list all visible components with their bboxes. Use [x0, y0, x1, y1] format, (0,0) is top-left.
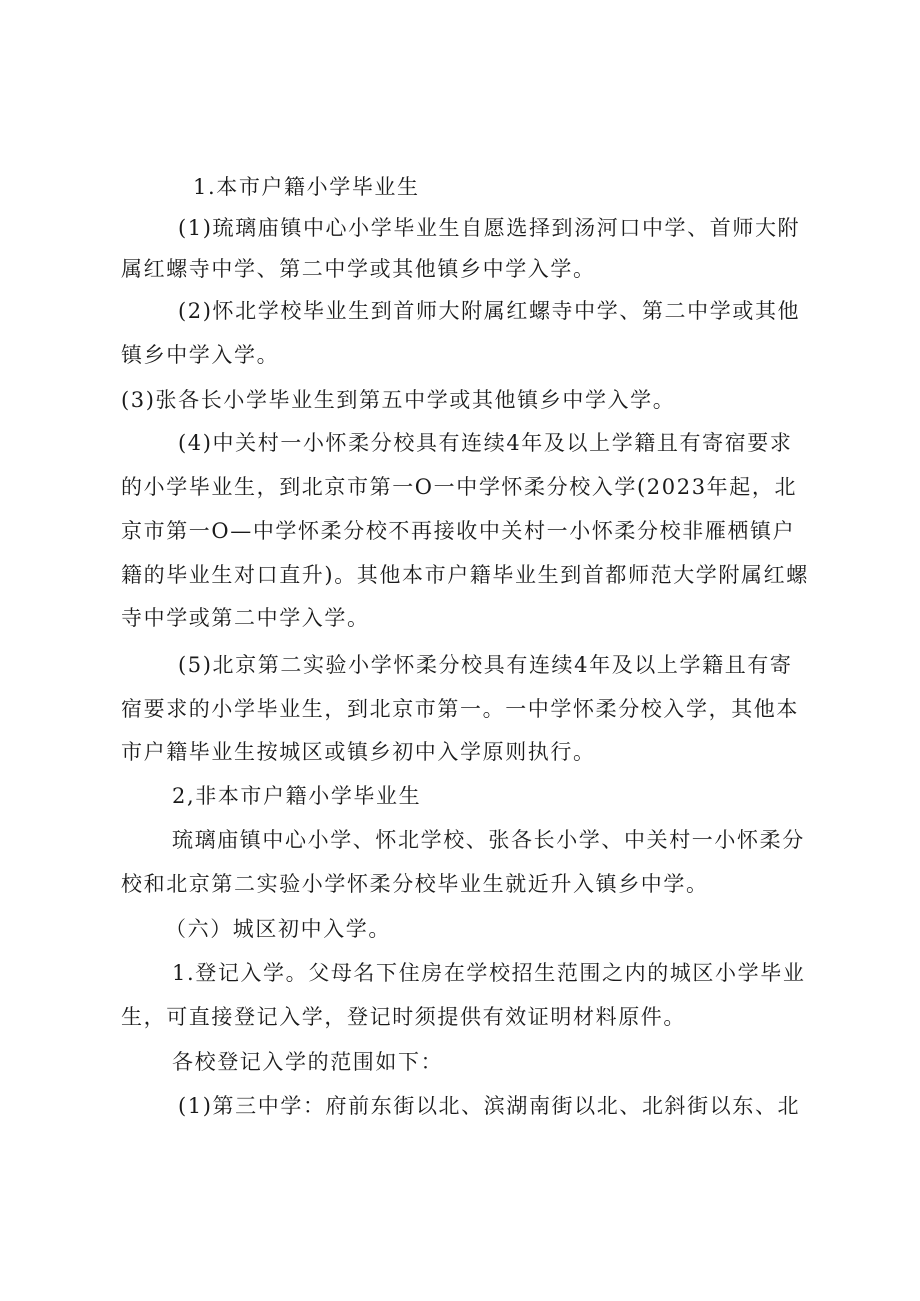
- paragraph-line: 属红螺寺中学、第二中学或其他镇乡中学入学。: [121, 257, 596, 281]
- paragraph-line: 宿要求的小学毕业生，到北京市第一。一中学怀柔分校入学，其他本: [121, 697, 799, 721]
- section-heading-6: （六）城区初中入学。: [165, 917, 391, 941]
- paragraph-line: 京市第一O—中学怀柔分校不再接收中关村一小怀柔分校非雁栖镇户: [121, 519, 796, 543]
- paragraph-line: 籍的毕业生对口直升)。其他本市户籍毕业生到首都师范大学附属红螺: [121, 563, 809, 587]
- paragraph-line: (5)北京第二实验小学怀柔分校具有连续4年及以上学籍且有寄: [178, 653, 793, 677]
- paragraph-line: 镇乡中学入学。: [121, 343, 280, 367]
- paragraph-line: (4)中关村一小怀柔分校具有连续4年及以上学籍且有寄宿要求: [178, 431, 793, 455]
- section-heading-1: 1.本市户籍小学毕业生: [193, 175, 420, 199]
- paragraph-line: (1)第三中学：府前东街以北、滨湖南街以北、北斜街以东、北: [178, 1094, 801, 1118]
- paragraph-line: 校和北京第二实验小学怀柔分校毕业生就近升入镇乡中学。: [121, 872, 709, 896]
- paragraph-line: (3)张各长小学毕业生到第五中学或其他镇乡中学入学。: [121, 388, 676, 412]
- paragraph-line: 寺中学或第二中学入学。: [121, 606, 370, 630]
- section-heading-2: 2,非本市户籍小学毕业生: [172, 784, 422, 808]
- paragraph-line: 各校登记入学的范围如下：: [172, 1050, 444, 1074]
- paragraph-line: (2)怀北学校毕业生到首师大附属红螺寺中学、第二中学或其他: [178, 299, 801, 323]
- paragraph-line: 生，可直接登记入学，登记时须提供有效证明材料原件。: [121, 1005, 686, 1029]
- paragraph-line: 1.登记入学。父母名下住房在学校招生范围之内的城区小学毕业: [172, 961, 806, 985]
- paragraph-line: (1)琉璃庙镇中心小学毕业生自愿选择到汤河口中学、首师大附: [178, 216, 801, 240]
- paragraph-line: 的小学毕业生，到北京市第一O一中学怀柔分校入学(2023年起，北: [121, 475, 798, 499]
- paragraph-line: 市户籍毕业生按城区或镇乡初中入学原则执行。: [121, 740, 596, 764]
- paragraph-line: 琉璃庙镇中心小学、怀北学校、张各长小学、中关村一小怀柔分: [172, 828, 805, 852]
